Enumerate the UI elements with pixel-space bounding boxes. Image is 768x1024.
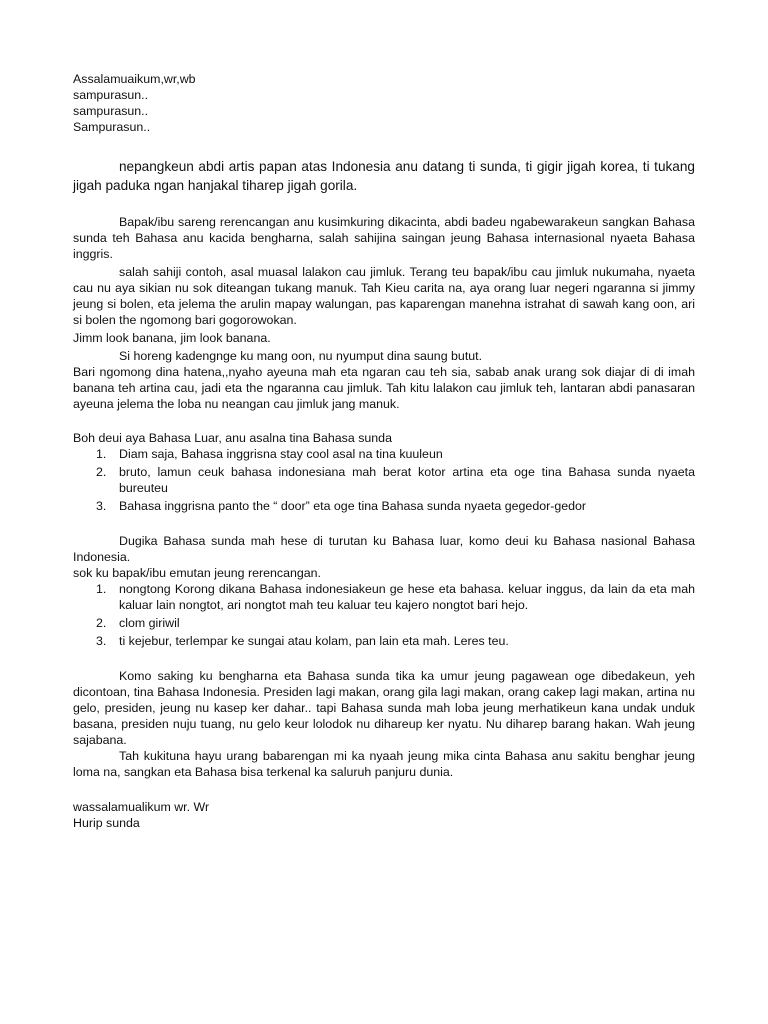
body-paragraph: Komo saking ku bengharna eta Bahasa sunda tika ka umur jeung pagawean oge dibedakeun, yeh dicontoan, tina Bahasa Indonesia. Presiden lagi makan, orang gila lagi makan, orang cakep lagi makan, artina nu gelo, presiden, jeung nu kasep ker dahar.. tapi Bahasa sunda mah loba jeung merhatikeun kana undak unduk basana, presiden nuju tuang, nu gelo keur lolodok nu dihareup ker nyatu. Nu diharep barang hakan. Wah jeung sajabana. xyxy=(73,669,695,747)
body-paragraph: Bari ngomong dina hatena,,nyaho ayeuna mah eta ngaran cau teh sia, sabab anak urang sok diajar di di imah banana teh artina cau, jadi eta the ngaranna cau jimluk. Tah kitu lalakon cau jimluk teh, lantaran abdi panasaran ayeuna jelema the loba nu neangan cau jimluk jang manuk. xyxy=(73,365,695,411)
greeting-line: Assalamuaikum,wr,wb xyxy=(73,72,196,86)
examples-list xyxy=(73,581,695,649)
body-paragraph: salah sahiji contoh, asal muasal lalakon cau jimluk. Terang teu bapak/ibu cau jimluk nukumaha, nyaeta cau nu aya sikian nu sok diteangan tukang manuk. Tah Kieu carita na, aya orang luar negeri ngaranna si jimmy jeung si bolen, eta jelema the arulin mapay walungan, pas kaparengan manehna istrahat di sawah kang oon, ari si bolen the ngomong bari gogorowokan. xyxy=(73,265,695,327)
signoff-line: Hurip sunda xyxy=(73,816,140,830)
list-item-text: clom giriwil xyxy=(119,616,180,630)
borrowed-words-list xyxy=(73,446,695,514)
intro-paragraph: nepangkeun abdi artis papan atas Indonesia anu datang ti sunda, ti gigir jigah korea, ti tukang jigah paduka ngan hanjakal tiharep jigah gorila. xyxy=(73,159,695,193)
list-item xyxy=(73,615,695,631)
greeting-line: sampurasun.. xyxy=(73,88,149,102)
list-item-text: ti kejebur, terlempar ke sungai atau kolam, pan lain eta mah. Leres teu. xyxy=(119,634,509,648)
list-heading: Boh deui aya Bahasa Luar, anu asalna tina Bahasa sunda xyxy=(73,431,392,445)
list-item xyxy=(73,633,695,649)
greeting-line: sampurasun.. xyxy=(73,104,149,118)
list-item xyxy=(73,464,695,496)
list-item-text: Diam saja, Bahasa inggrisna stay cool asal na tina kuuleun xyxy=(119,447,443,461)
greeting-block xyxy=(73,71,695,135)
list-item xyxy=(73,581,695,613)
list-item-text: Bahasa inggrisna panto the “ door” eta oge tina Bahasa sunda nyaeta gegedor-gedor xyxy=(119,499,587,513)
list-item-text: nongtong Korong dikana Bahasa indonesiakeun ge hese eta bahasa. keluar inggus, da lain da eta mah kaluar lain nongtot, ari nongtot mah teu kaluar teu kajero nongtot bari hejo. xyxy=(119,582,695,612)
list-heading: sok ku bapak/ibu emutan jeung rerencangan. xyxy=(73,566,321,580)
body-paragraph: Bapak/ibu sareng rerencangan anu kusimkuring dikacinta, abdi badeu ngabewarakeun sangkan Bahasa sunda teh Bahasa anu kacida bengharna, salah sahijina saingan jeung Bahasa internasional nyaeta Bahasa inggris. xyxy=(73,215,695,261)
greeting-line: Sampurasun.. xyxy=(73,120,151,134)
signoff-line: wassalamualikum wr. Wr xyxy=(73,800,210,814)
body-paragraph: Si horeng kadengnge ku mang oon, nu nyumput dina saung butut. xyxy=(119,349,483,363)
list-number: 1. xyxy=(96,582,107,596)
list-number: 3. xyxy=(96,634,107,648)
list-number: 1. xyxy=(96,447,107,461)
body-paragraph: Tah kukituna hayu urang babarengan mi ka nyaah jeung mika cinta Bahasa anu sakitu benghar jeung loma na, sangkan eta Bahasa bisa terkenal ka saluruh panjuru dunia. xyxy=(73,749,695,779)
list-item xyxy=(73,446,695,462)
list-number: 2. xyxy=(96,465,107,479)
list-item-text: bruto, lamun ceuk bahasa indonesiana mah berat kotor artina eta oge tina Bahasa sunda nyaeta bureuteu xyxy=(119,465,695,495)
list-number: 2. xyxy=(96,616,107,630)
body-paragraph: Jimm look banana, jim look banana. xyxy=(73,331,271,345)
list-item xyxy=(73,498,695,514)
body-paragraph: Dugika Bahasa sunda mah hese di turutan ku Bahasa luar, komo deui ku Bahasa nasional Bahasa Indonesia. xyxy=(73,534,695,564)
list-number: 3. xyxy=(96,499,107,513)
